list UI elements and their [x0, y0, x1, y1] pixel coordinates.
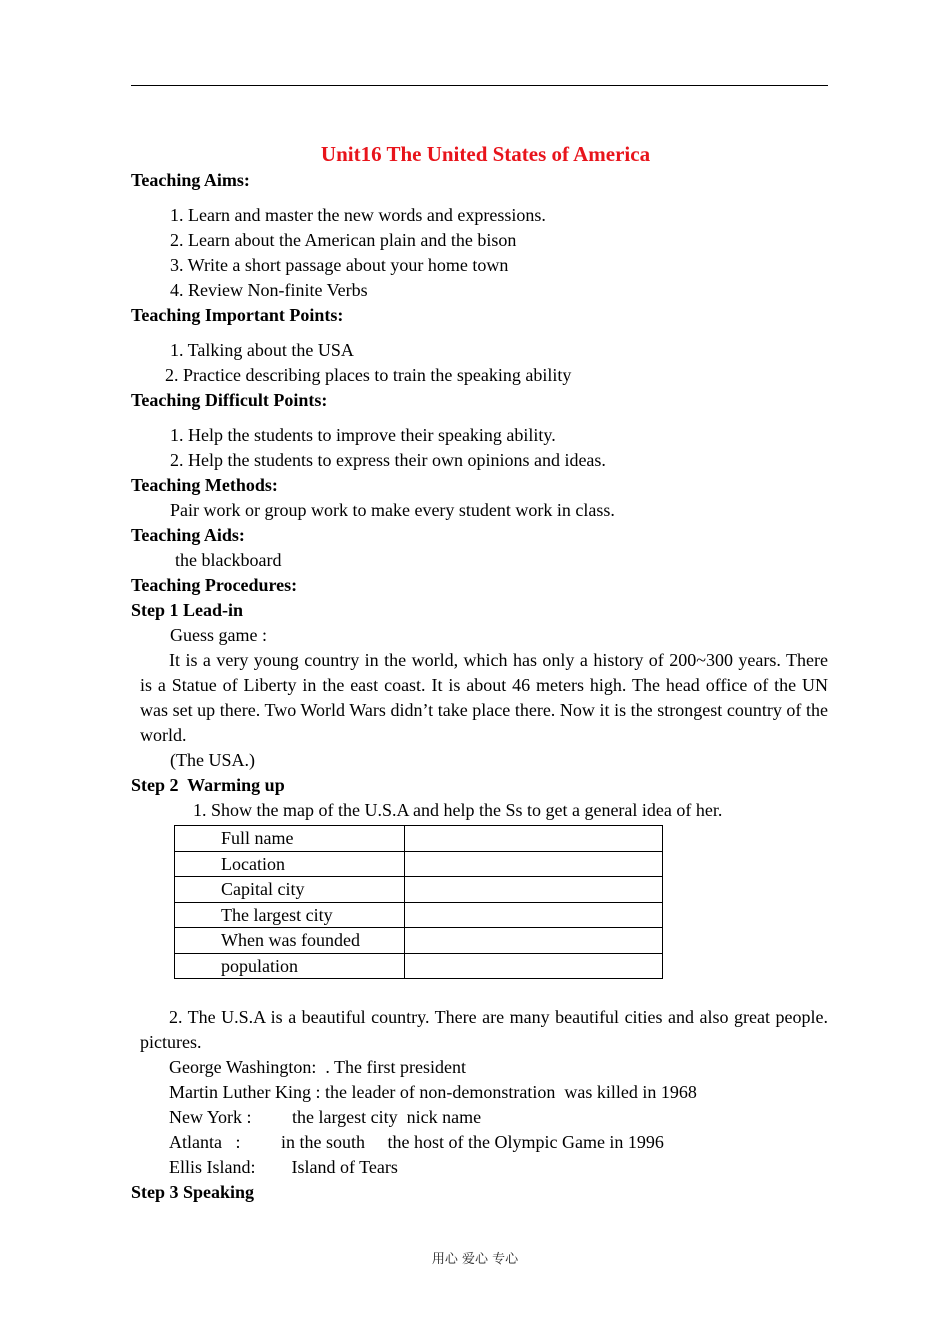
- document-title: Unit16 The United States of America: [320, 142, 651, 166]
- step2-heading: Step 2 Warming up: [131, 775, 285, 795]
- important-points-heading: Teaching Important Points:: [131, 305, 344, 325]
- page-footer: 用心 爱心 专心: [431, 1252, 519, 1267]
- table-label: The largest city: [175, 902, 405, 928]
- header-rule: [131, 85, 828, 86]
- table-row: [175, 826, 663, 852]
- step3-heading: Step 3 Speaking: [131, 1182, 255, 1202]
- step2-task2: 2. The U.S.A is a beautiful country. There are many beautiful cities and also great people. pictures.: [140, 1007, 828, 1052]
- table-value: [405, 851, 663, 877]
- step2-note: Ellis Island: Island of Tears: [169, 1157, 398, 1177]
- step1-answer: (The USA.): [170, 750, 255, 770]
- aim-item: 3. Write a short passage about your home town: [170, 255, 509, 275]
- table-label: Location: [175, 851, 405, 877]
- important-point-item: 1. Talking about the USA: [170, 340, 354, 360]
- aids-text: the blackboard: [175, 550, 282, 570]
- table-label: When was founded: [175, 928, 405, 954]
- table-row: [175, 877, 663, 903]
- table-label: Capital city: [175, 877, 405, 903]
- step2-note: New York : the largest city nick name: [169, 1107, 482, 1127]
- table-value: [405, 826, 663, 852]
- document-page: [131, 140, 828, 1205]
- step2-note: George Washington: . The first president: [169, 1057, 466, 1077]
- teaching-aims-heading: Teaching Aims:: [131, 170, 250, 190]
- table-value: [405, 953, 663, 979]
- table-row: [175, 851, 663, 877]
- aids-heading: Teaching Aids:: [131, 525, 245, 545]
- aim-item: 2. Learn about the American plain and the bison: [170, 230, 517, 250]
- difficult-point-item: 2. Help the students to express their own opinions and ideas.: [170, 450, 606, 470]
- difficult-point-item: 1. Help the students to improve their speaking ability.: [170, 425, 556, 445]
- table-value: [405, 928, 663, 954]
- step1-paragraph: It is a very young country in the world, which has only a history of 200~300 years. There is a Statue of Liberty in the east coast. It is about 46 meters high. The head office of the UN was set up there. Two World Wars didn’t take place there. Now it is the strongest country of the world.: [140, 650, 828, 745]
- step2-note: Martin Luther King : the leader of non-demonstration was killed in 1968: [169, 1082, 697, 1102]
- table-label: Full name: [175, 826, 405, 852]
- procedures-heading: Teaching Procedures:: [131, 575, 298, 595]
- step1-heading: Step 1 Lead-in: [131, 600, 244, 620]
- methods-text: Pair work or group work to make every student work in class.: [170, 500, 615, 520]
- table-value: [405, 877, 663, 903]
- methods-heading: Teaching Methods:: [131, 475, 278, 495]
- aim-item: 1. Learn and master the new words and expressions.: [170, 205, 546, 225]
- table-row: [175, 902, 663, 928]
- usa-info-table: [174, 825, 663, 979]
- table-value: [405, 902, 663, 928]
- important-point-item: 2. Practice describing places to train the speaking ability: [165, 365, 572, 385]
- aim-item: 4. Review Non-finite Verbs: [170, 280, 368, 300]
- table-row: [175, 928, 663, 954]
- table-row: [175, 953, 663, 979]
- step2-note: Atlanta : in the south the host of the Olympic Game in 1996: [169, 1132, 664, 1152]
- step1-subheading: Guess game :: [170, 625, 267, 645]
- table-label: population: [175, 953, 405, 979]
- difficult-points-heading: Teaching Difficult Points:: [131, 390, 328, 410]
- step2-task1: 1. Show the map of the U.S.A and help the Ss to get a general idea of her.: [193, 800, 723, 820]
